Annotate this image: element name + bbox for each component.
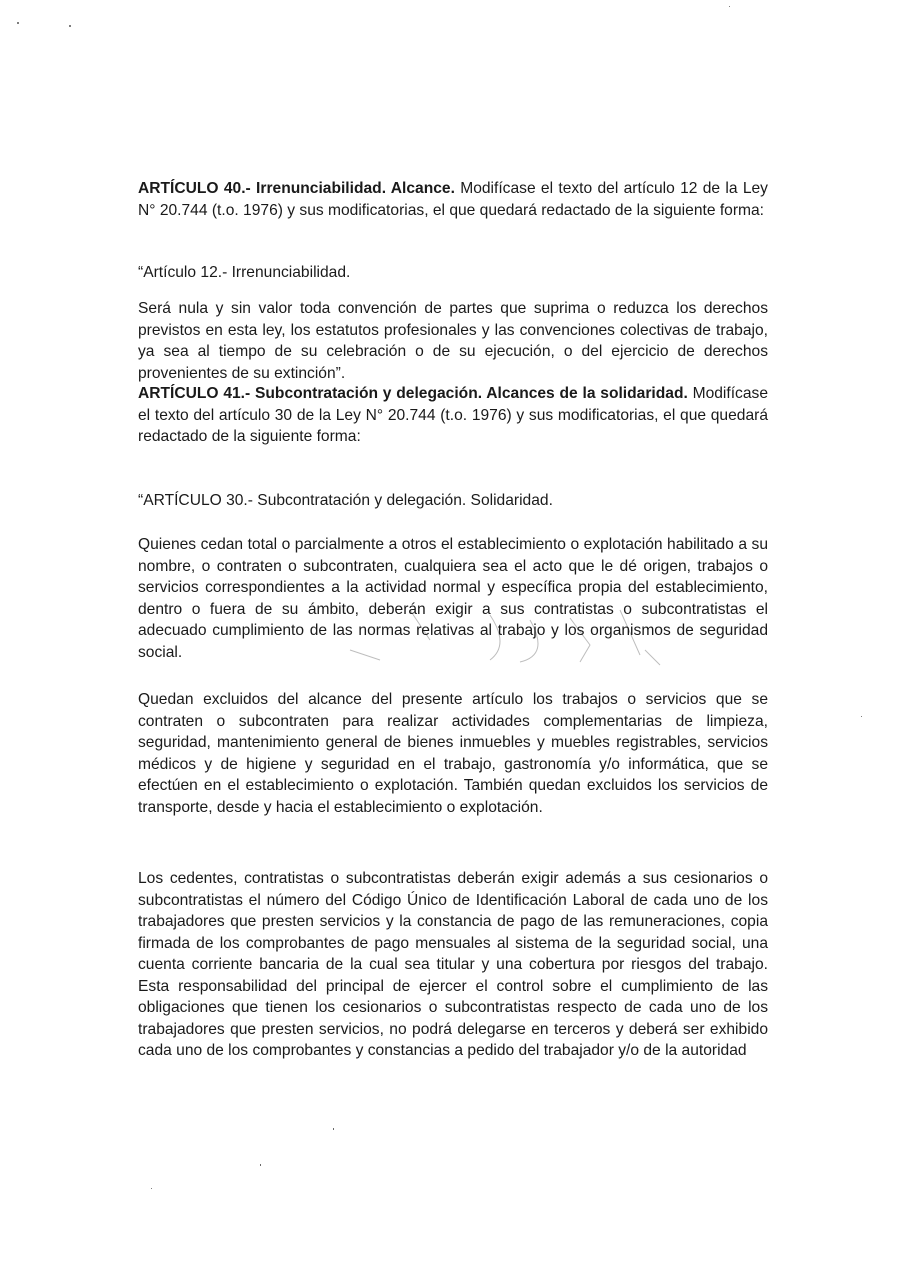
article-40-body: Modifícase el texto del artículo 12 de la Ley N° 20.744 (t.o. 1976) y sus modificatorias, el que quedará redactado de la siguiente forma: [138,180,768,219]
article-41-paragraph [138,383,768,448]
scan-speck [151,1188,152,1189]
scan-speck [333,1128,334,1130]
scan-speck [861,716,862,717]
quoted-article-30-paragraph-1: Quienes cedan total o parcialmente a otros el establecimiento o explotación habilitado a su nombre, o contraten o subcontraten, cualquiera sea el acto que le dé origen, trabajos o servicios correspondientes a la actividad normal y específica propia del establecimiento, dentro o fuera de su ámbito, deberán exigir a sus contratistas o subcontratistas el adecuado cumplimiento de las normas relativas al trabajo y los organismos de seguridad social. [138,536,768,661]
article-41-heading: ARTÍCULO 41.- Subcontratación y delegación. Alcances de la solidaridad. [138,385,688,402]
quoted-article-12-body: Será nula y sin valor toda convención de partes que suprima o reduzca los derechos previstos en esta ley, los estatutos profesionales y las convenciones colectivas de trabajo, ya sea al tiempo de su celebración o de su ejecución, o del ejercicio de derechos provenientes de su extinción”. [138,300,768,382]
quoted-article-30-title: “ARTÍCULO 30.- Subcontratación y delegación. Solidaridad. [138,492,553,509]
scan-speck [729,6,730,7]
quoted-article-30-paragraph-3: Los cedentes, contratistas o subcontratistas deberán exigir además a sus cesionarios o subcontratistas el número del Código Único de Identificación Laboral de cada uno de los trabajadores que presten servicios y la constancia de pago de las remuneraciones, copia firmada de los comprobantes de pago mensuales al sistema de la seguridad social, una cuenta corriente bancaria de la cual sea titular y una cobertura por riesgos del trabajo. Esta responsabilidad del principal de ejercer el control sobre el cumplimiento de las obligaciones que tienen los cesionarios o subcontratistas respecto de cada uno de los trabajadores que presten servicios, no podrá delegarse en terceros y deberá ser exhibido cada uno de los comprobantes y constancias a pedido del trabajador y/o de la autoridad [138,870,768,1059]
article-40-paragraph [138,178,768,221]
scan-speck [17,22,19,24]
scan-speck [69,25,71,27]
article-40-heading: ARTÍCULO 40.- Irrenunciabilidad. Alcance. [138,180,455,197]
article-41-body: Modifícase el texto del artículo 30 de la Ley N° 20.744 (t.o. 1976) y sus modificatorias, el que quedará redactado de la siguiente forma: [138,385,768,445]
quoted-article-30-paragraph-2: Quedan excluidos del alcance del presente artículo los trabajos o servicios que se contraten o subcontraten para realizar actividades complementarias de limpieza, seguridad, mantenimiento general de bienes inmuebles y muebles registrables, servicios médicos y de higiene y seguridad en el trabajo, gastronomía y/o informática, que se efectúen en el establecimiento o explotación. También quedan excluidos los servicios de transporte, desde y hacia el establecimiento o explotación. [138,691,768,816]
scan-speck [260,1164,261,1166]
quoted-article-12-title: “Artículo 12.- Irrenunciabilidad. [138,264,351,281]
